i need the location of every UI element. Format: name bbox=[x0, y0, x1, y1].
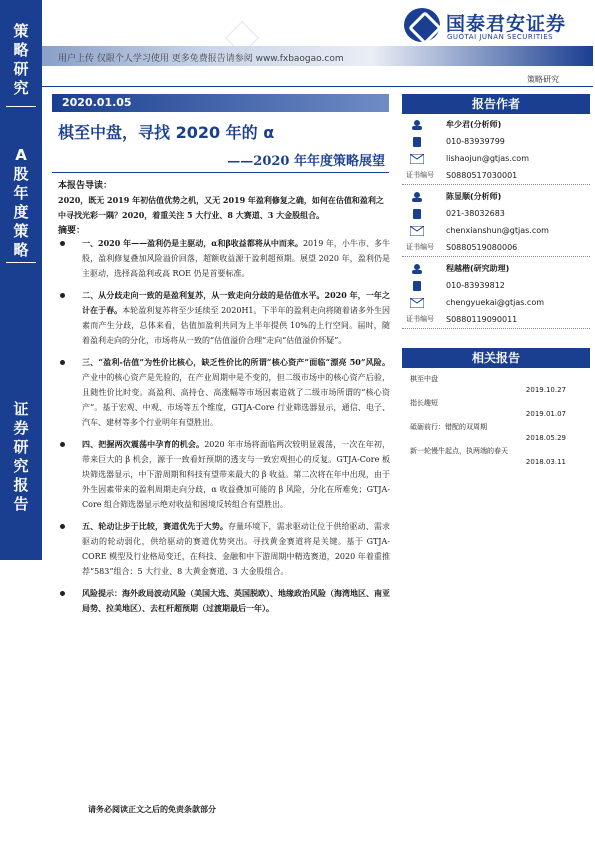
abstract-item: 二、从分歧走向一致的是盈利复苏，从一致走向分歧的是估值水平。2020 年，一年之计在于春。本轮盈利复苏将至少延续至 2020H1。下半年的盈利走向将随着诸多外生因素而产生分歧，总体来看，估值加盈利共同为上半年提供 10%的上行空间。届时，随着盈利走向的分化，市场将从一致的“估值溢价合理”走向“估值溢价怀疑”。 bbox=[60, 288, 390, 348]
abstract-list bbox=[60, 236, 390, 623]
logo-text-cn: 国泰君安证券 bbox=[446, 13, 567, 35]
sidebar-label-report: 证券研究报告 bbox=[13, 400, 29, 513]
phone-icon bbox=[410, 209, 424, 219]
related-item[interactable]: 砥砺前行：错配的双周期 2018.05.29 bbox=[410, 423, 566, 442]
watermark-text: 用户上传 仅限个人学习使用 更多免费报告请参阅 www.fxbaogao.com bbox=[58, 54, 344, 64]
footer-disclaimer: 请务必阅读正文之后的免责条款部分 bbox=[88, 804, 216, 814]
title-rule bbox=[52, 172, 389, 173]
abstract-item: 五、轮动让步于比较，赛道优先于大势。存量环境下，需求驱动让位于供给驱动、需求驱动的轮动弱化，供给驱动的赛道优势突出。寻找黄金赛道将是关键。基于 GTJA-CORE 模型及行业格局变迁，在科技、金融和中下游周期中精选赛道，2020 年着重推荐“583”组合：5 大行业、8 大黄金赛道、3 大金股组合。 bbox=[60, 519, 390, 579]
report-category: 策略研究 bbox=[527, 75, 559, 84]
logo-icon bbox=[404, 8, 440, 42]
sidebar bbox=[0, 0, 42, 560]
sidebar-divider bbox=[6, 106, 36, 107]
abstract-item: 一、2020 年——盈利仍是主驱动，α和β收益都将从中而来。2019 年，小牛市、多牛股，盈利修复叠加风险溢价回落，超额收益源于盈利超预期。展望 2020 年，盈利仍是主驱动，选择高盈利或高 ROE 仍是首要标准。 bbox=[60, 236, 390, 281]
logo-text-en: GUOTAI JUNAN SECURITIES bbox=[447, 33, 554, 41]
person-icon bbox=[410, 120, 424, 130]
related-heading: 相关报告 bbox=[402, 348, 590, 368]
related-item[interactable]: 指长趣短 2019.01.07 bbox=[410, 399, 566, 418]
related-item[interactable]: 新一轮慢牛起点，执两端的春天 2018.03.11 bbox=[410, 447, 566, 466]
person-icon bbox=[410, 264, 424, 274]
sidebar-divider bbox=[6, 262, 36, 263]
abstract-item: 四、把握两次震荡中孕育的机会。2020 年市场将面临两次较明显震荡，一次在年初，带来巨大的 β 机会，源于一致看好预期的透支与一致宏观担心的反复。GTJA-Core 板块筛选器显示，中下游周期和科技有望带来最大的 β 收益。第二次将在年中出现，由于外生因素带来的盈利周期走向分歧，α 收益叠加可能的 β 风险，分化在所难免；GTJA-Core 组合筛选器显示绝对收益和困境反转组合有望胜出。 bbox=[60, 437, 390, 512]
email-icon bbox=[410, 298, 424, 308]
report-date: 2020.01.05 bbox=[62, 96, 132, 109]
person-icon bbox=[410, 192, 424, 202]
header-rule bbox=[42, 86, 593, 87]
related-list bbox=[402, 372, 590, 468]
lead-heading: 本报告导读： bbox=[58, 181, 113, 191]
sidebar-label-annual: A股年度策略 bbox=[13, 146, 29, 259]
author-block: 程越楷(研究助理) 010-83939812 chengyuekai@gtjas.com 证书编号 S0880119090011 bbox=[402, 260, 590, 329]
email-icon bbox=[410, 154, 424, 164]
report-title: 棋至中盘，寻找 2020 年的 α bbox=[58, 123, 275, 142]
related-item[interactable]: 棋至中盘 2019.10.27 bbox=[410, 375, 566, 394]
sidebar-label-strategy: 策略研究 bbox=[13, 22, 29, 97]
author-block: 陈显顺(分析师) 021-38032683 chenxianshun@gtjas.com 证书编号 S0880519080006 bbox=[402, 188, 590, 257]
author-block: 牟少君(分析师) 010-83939799 lishaojun@gtjas.com 证书编号 S0880517030001 bbox=[402, 116, 590, 185]
phone-icon bbox=[410, 137, 424, 147]
report-subtitle: ——2020 年年度策略展望 bbox=[227, 154, 385, 169]
date-bar bbox=[52, 94, 389, 112]
abstract-heading: 摘要： bbox=[58, 226, 86, 236]
lead-text: 2020，既无 2019 年初估值优势之机，又无 2019 年盈利修复之确，如何在估值和盈利之中寻找光彩一隅？2020，着重关注 5 大行业、8 大赛道、3 大金股组合。 bbox=[58, 195, 384, 220]
email-icon bbox=[410, 226, 424, 236]
authors-heading: 报告作者 bbox=[402, 94, 590, 114]
risk-warning: 风险提示：海外政局波动风险（美国大选、英国脱欧）、地缘政治风险（海湾地区、南亚局势、拉美地区）、去杠杆超预期（过渡期最后一年）。 bbox=[60, 586, 390, 616]
phone-icon bbox=[410, 281, 424, 291]
company-logo bbox=[404, 6, 589, 46]
abstract-item: 三、“盈利-估值”为性价比核心，缺乏性价比的所谓“核心资产”面临“漂亮 50”风险。产业中的核心资产是先验的，在产业周期中是不变的，但二级市场中的核心资产后验，且随性价比时变。高盈利、高持仓、高涨幅等市场因素造就了二级市场所谓的“核心资产”。基于宏观、中观、市场等五个维度，GTJA-Core 行业筛选器显示，通信、电子、汽车、建材等多个行业明年有望胜出。 bbox=[60, 355, 390, 430]
